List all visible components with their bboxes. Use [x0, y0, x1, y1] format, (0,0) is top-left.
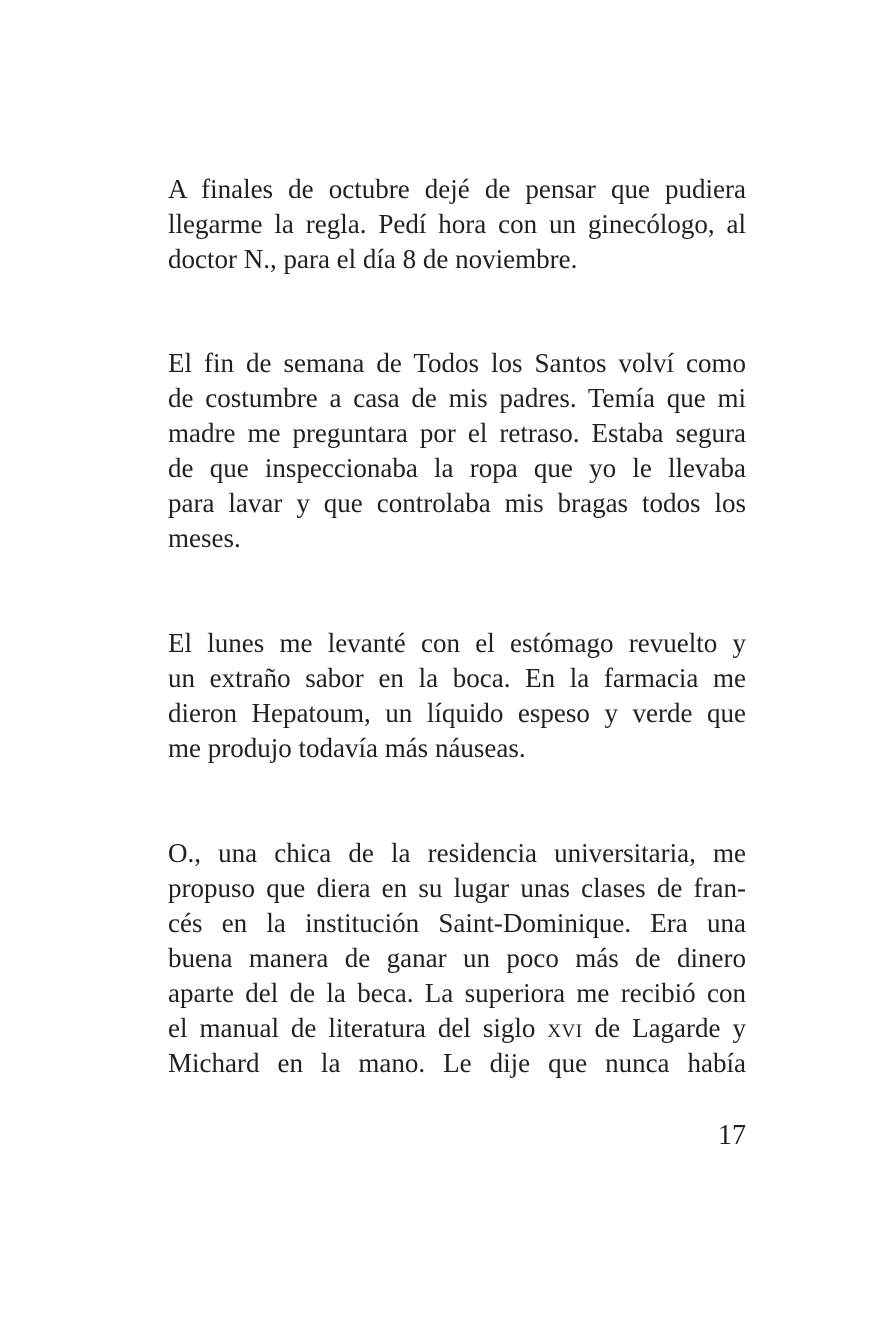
text-fragment: el manual de literatura del siglo	[168, 1013, 548, 1043]
text-line: A finales de octubre dejé de pensar que pudiera	[168, 174, 746, 204]
text-line: de que inspeccionaba la ropa que yo le llevaba	[168, 453, 746, 483]
paragraph-2	[168, 346, 746, 556]
text-line: madre me preguntara por el retraso. Estaba segura	[168, 418, 746, 448]
century-smallcaps: XVI	[547, 1021, 583, 1042]
text-line: dieron Hepatoum, un líquido espeso y verde que	[168, 698, 746, 728]
paragraph-4	[168, 836, 746, 1081]
text-line: un extraño sabor en la boca. En la farmacia me	[168, 663, 746, 693]
text-line: Michard en la mano. Le dije que nunca había	[168, 1048, 746, 1078]
text-line: de costumbre a casa de mis padres. Temía que mi	[168, 383, 746, 413]
text-line: meses.	[168, 523, 241, 553]
paragraph-3	[168, 626, 746, 766]
text-line: buena manera de ganar un poco más de dinero	[168, 943, 746, 973]
page-number: 17	[718, 1120, 746, 1151]
text-line: O., una chica de la residencia universitaria, me	[168, 838, 746, 868]
text-line: me produjo todavía más náuseas.	[168, 733, 526, 763]
text-line: El lunes me levanté con el estómago revuelto y	[168, 628, 746, 658]
text-line: para lavar y que controlaba mis bragas todos los	[168, 488, 746, 518]
text-line: llegarme la regla. Pedí hora con un ginecólogo, al	[168, 209, 746, 239]
text-line: doctor N., para el día 8 de noviembre.	[168, 244, 578, 274]
paragraph-1	[168, 172, 746, 277]
text-line: cés en la institución Saint-Dominique. Era una	[168, 908, 746, 938]
text-line: aparte del de la beca. La superiora me recibió con	[168, 978, 746, 1008]
text-line: El fin de semana de Todos los Santos volví como	[168, 348, 746, 378]
text-line: propuso que diera en su lugar unas clases de fran-	[168, 873, 746, 903]
text-fragment: de Lagarde y	[582, 1013, 746, 1043]
text-line	[168, 1011, 746, 1046]
